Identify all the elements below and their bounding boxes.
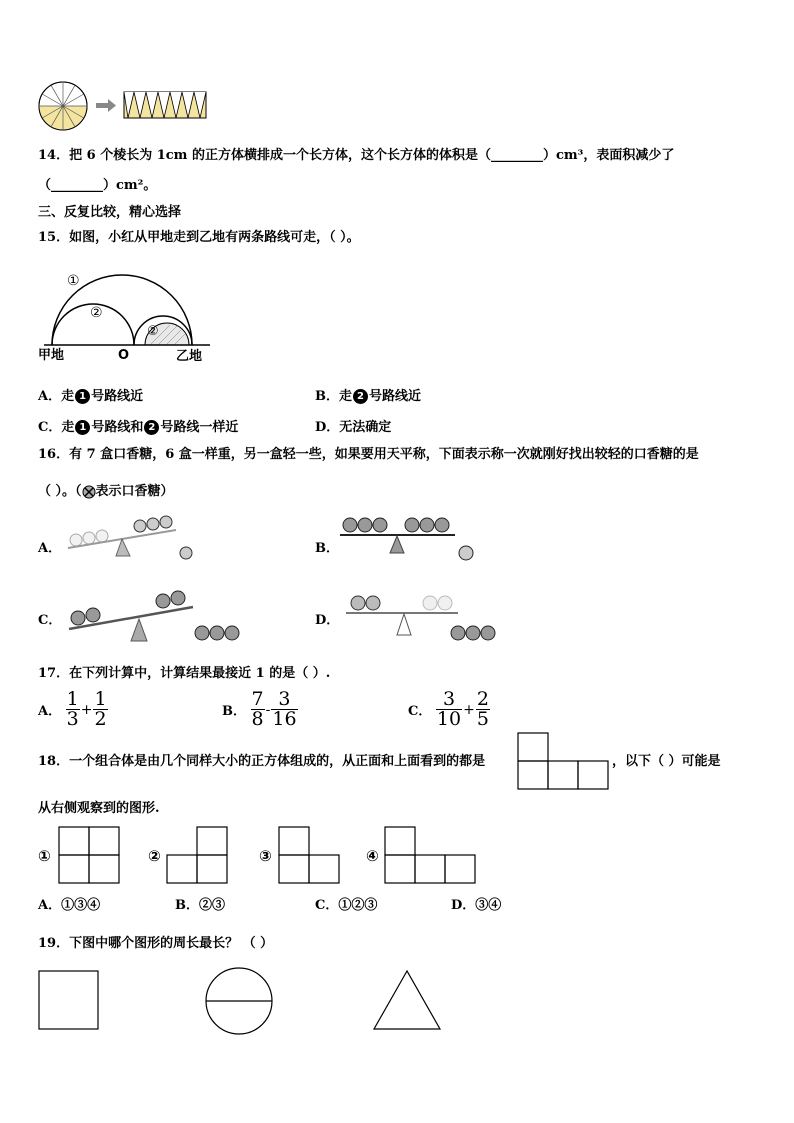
- gum-group: [451, 626, 495, 640]
- q17-option-c[interactable]: C． $\frac{3}{10}$ + $\frac{2}{5}$: [408, 688, 489, 730]
- fraction: $\frac{3}{16}$: [272, 688, 297, 730]
- q16-balance-c: [65, 585, 255, 655]
- q15-label-route2b: ②: [147, 324, 159, 339]
- gum-group: [343, 518, 449, 532]
- section-3-title: 三、反复比较，精心选择: [38, 205, 182, 220]
- q15-label-route1: ①: [67, 273, 80, 289]
- gum-group: [134, 516, 172, 532]
- q18-shape-1: [58, 826, 120, 886]
- q16-line2: （ ）。（ 表示口香糖）: [38, 484, 174, 499]
- q15-route-figure: [38, 265, 218, 370]
- q15-option-a[interactable]: A．走 1 号路线近: [38, 389, 144, 404]
- q18-option-d[interactable]: D．③④: [451, 898, 502, 913]
- fraction: $\frac{3}{10}$: [436, 688, 462, 730]
- q16-stem: 16．有 7 盒口香糖，6 盒一样重，另一盒轻一些，如果要用天平称，下面表示称一次就刚好找出较轻的口香糖的是: [38, 447, 699, 462]
- q15-label-jia: 甲地: [38, 348, 65, 363]
- q18-option-a[interactable]: A．①③④: [38, 898, 101, 913]
- q18-option-c[interactable]: C．①②③: [315, 898, 378, 913]
- q18-line2: 从右侧观察到的图形.: [38, 801, 160, 816]
- q13-sector-circle: [39, 82, 87, 130]
- q16-option-a[interactable]: A．: [38, 541, 62, 556]
- q18-shape-4: [384, 826, 476, 886]
- q18-stem-post: ，以下（ ）可能是: [612, 754, 721, 769]
- q18-fig-label-3: ③: [259, 847, 272, 865]
- q13-circle-figure: [38, 84, 218, 134]
- q15-label-route2: ②: [90, 305, 103, 321]
- circled-one-icon: 1: [75, 420, 90, 435]
- q18-fig-label-4: ④: [366, 847, 379, 865]
- q17-option-a[interactable]: A． $\frac{1}{3}$ + $\frac{1}{2}$: [38, 688, 107, 730]
- arrow-right-icon: [96, 99, 116, 112]
- circled-one-icon: 1: [75, 389, 90, 404]
- q17-stem: 17．在下列计算中，计算结果最接近 1 的是（ ）.: [38, 666, 331, 681]
- q15-stem: 15．如图，小红从甲地走到乙地有两条路线可走，（ ）。: [38, 230, 360, 245]
- fraction: $\frac{2}{5}$: [476, 688, 489, 730]
- gum-group: [423, 596, 452, 610]
- q14-line1: 14．把 6 个棱长为 1cm 的正方体横排成一个长方体，这个长方体的体积是（________）cm³，表面积减少了: [38, 148, 675, 163]
- q14-line2: （________）cm²。: [38, 178, 157, 193]
- q16-balance-d: [340, 590, 510, 650]
- q15-option-b[interactable]: B．走 2 号路线近: [315, 389, 422, 404]
- q18-shape-2: [166, 826, 228, 886]
- q18-option-b[interactable]: B．②③: [175, 898, 225, 913]
- circled-two-icon: 2: [353, 389, 368, 404]
- q18-view-figure: [517, 732, 612, 792]
- q18-fig-label-2: ②: [148, 847, 161, 865]
- q18-fig-label-1: ①: [38, 847, 51, 865]
- circled-two-icon: 2: [144, 420, 159, 435]
- q19-square: [38, 970, 100, 1032]
- q16-option-d[interactable]: D．: [315, 613, 340, 628]
- gum-group: [195, 626, 239, 640]
- gum-single: [180, 547, 192, 559]
- gum-group: [71, 591, 185, 625]
- fraction: $\frac{1}{3}$: [66, 688, 79, 730]
- q15-option-d[interactable]: D．无法确定: [315, 420, 392, 435]
- fraction: $\frac{1}{2}$: [94, 688, 107, 730]
- q16-option-b[interactable]: B．: [315, 541, 339, 556]
- q16-option-c[interactable]: C．: [38, 613, 62, 628]
- gum-icon: [82, 485, 96, 499]
- q18-shape-3: [278, 826, 340, 886]
- q16-balance-b: [340, 515, 500, 575]
- fraction: $\frac{7}{8}$: [251, 688, 264, 730]
- q13-approx-rectangle: [124, 92, 206, 118]
- q15-label-o: O: [118, 348, 130, 363]
- q19-triangle: [373, 970, 443, 1032]
- gum-group: [351, 596, 380, 610]
- q19-stem: 19．下图中哪个图形的周长最长？ （ ）: [38, 936, 274, 951]
- q16-balance-a: [60, 510, 210, 570]
- q15-label-yi: 乙地: [176, 349, 203, 364]
- q17-option-b[interactable]: B． $\frac{7}{8}$ - $\frac{3}{16}$: [222, 688, 297, 730]
- q18-stem-pre: 18．一个组合体是由几个同样大小的正方体组成的，从正面和上面看到的都是: [38, 754, 486, 769]
- gum-single: [459, 546, 473, 560]
- q15-option-c[interactable]: C．走 1 号路线和 2 号路线一样近: [38, 420, 239, 435]
- q19-circle-with-diameter: [205, 967, 275, 1037]
